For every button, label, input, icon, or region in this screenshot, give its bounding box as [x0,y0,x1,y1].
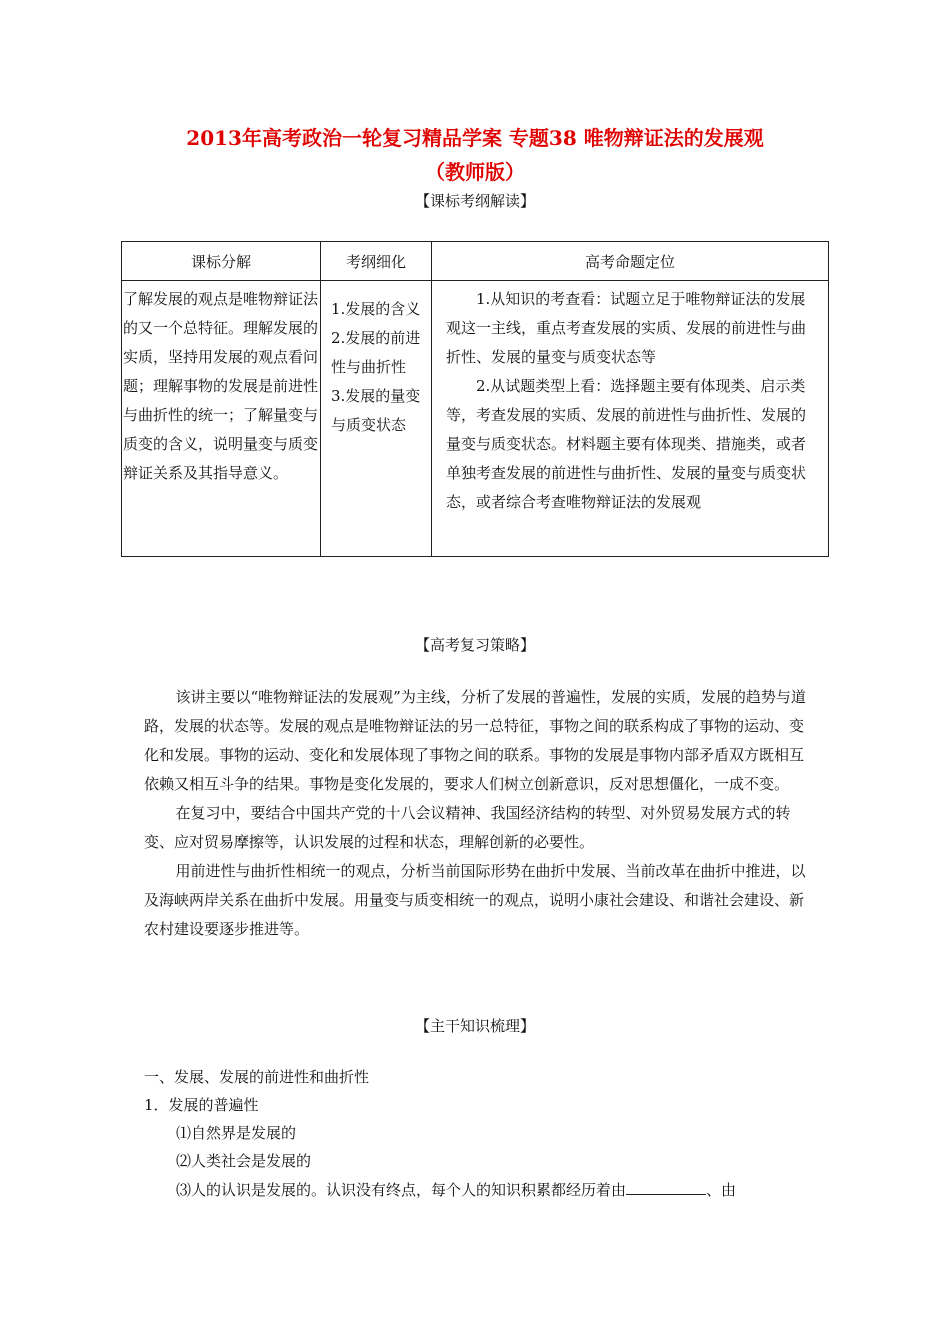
section-heading-outline: 【课标考纲解读】 [414,192,535,210]
strategy-paragraph: 用前进性与曲折性相统一的观点，分析当前国际形势在曲折中发展、当前改革在曲折中推进，以及海峡两岸关系在曲折中发展。用量变与质变相统一的观点，说明小康社会建设、和谐社会建设、新农村建设要逐步推进等。 [144,862,806,938]
syllabus-item: 1.发展的含义 [331,300,421,318]
document-title-line1: 2013年高考政治一轮复习精品学案 专题38 唯物辩证法的发展观 [186,126,764,150]
syllabus-list [321,281,431,440]
table-cell-curriculum [122,281,321,557]
syllabus-item: 2.发展的前进性与曲折性 [331,329,421,376]
strategy-body [144,683,808,944]
knowledge-subheading: 1．发展的普遍性 [144,1096,259,1114]
table-header-row [122,242,829,281]
document-title-line2: （教师版） [425,160,525,184]
strategy-paragraph: 该讲主要以“唯物辩证法的发展观”为主线，分析了发展的普遍性，发展的实质，发展的趋势与道路，发展的状态等。发展的观点是唯物辩证法的另一总特征，事物之间的联系构成了事物的运动、变化和发展。事物的运动、变化和发展体现了事物之间的联系。事物的发展是事物内部矛盾双方既相互依赖又相互斗争的结果。事物是变化发展的，要求人们树立创新意识，反对思想僵化，一成不变。 [144,688,806,793]
fill-in-blank[interactable] [626,1180,706,1195]
table-cell-exam-positioning [432,281,829,557]
outline-table [121,241,829,557]
exam-positioning-paragraph: 1.从知识的考查看：试题立足于唯物辩证法的发展观这一主线，重点考查发展的实质、发展的前进性与曲折性、发展的量变与质变状态等 [446,290,807,366]
table-header-cell: 高考命题定位 [432,242,829,281]
table-header-cell: 课标分解 [122,242,321,281]
exam-positioning-text [432,281,828,517]
table-cell-syllabus [321,281,432,557]
curriculum-text: 了解发展的观点是唯物辩证法的又一个总特征。理解发展的实质，坚持用发展的观点看问题；理解事物的发展是前进性与曲折性的统一；了解量变与质变的含义，说明量变与质变辩证关系及其指导意义。 [123,290,319,482]
table-header-cell: 考纲细化 [321,242,432,281]
strategy-paragraph: 在复习中，要结合中国共产党的十八会议精神、我国经济结构的转型、对外贸易发展方式的转变、应对贸易摩擦等，认识发展的过程和状态，理解创新的必要性。 [144,804,791,851]
knowledge-item-heading: 一、发展、发展的前进性和曲折性 [144,1068,370,1086]
table-row [122,281,829,557]
knowledge-point: ⑵人类社会是发展的 [176,1152,312,1170]
exam-positioning-paragraph: 2.从试题类型上看：选择题主要有体现类、启示类等，考查发展的实质、发展的前进性与曲折性、发展的量变与质变状态。材料题主要有体现类、措施类，或者单独考查发展的前进性与曲折性、发展的量变与质变状态，或者综合考查唯物辩证法的发展观 [446,377,807,511]
fill-in-suffix: 、由 [706,1181,737,1199]
section-heading-strategy: 【高考复习策略】 [414,636,535,654]
syllabus-item: 3.发展的量变与质变状态 [331,387,421,434]
fill-in-prefix: ⑶人的认识是发展的。认识没有终点，每个人的知识积累都经历着由 [176,1181,627,1199]
knowledge-point: ⑴自然界是发展的 [176,1124,297,1142]
knowledge-point-fill-in [176,1179,736,1200]
section-heading-knowledge: 【主干知识梳理】 [414,1017,535,1035]
